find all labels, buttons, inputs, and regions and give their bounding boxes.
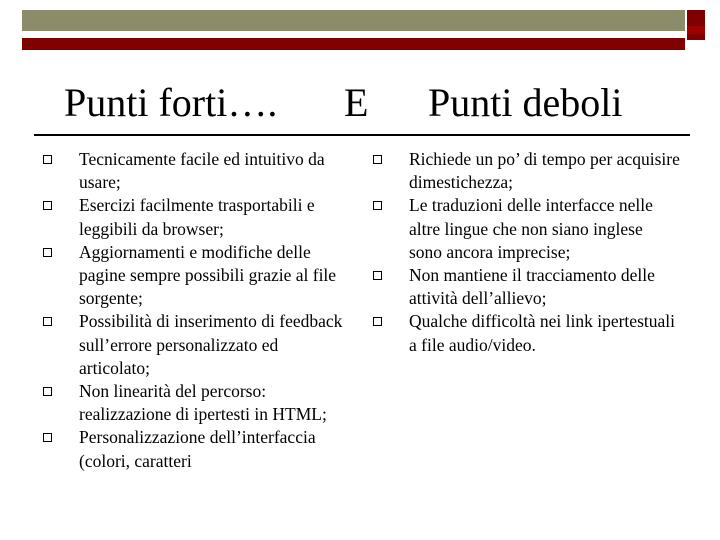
list-item-text: Richiede un po’ di tempo per acquisire dimestichezza; xyxy=(409,149,680,193)
square-bullet-icon xyxy=(43,433,52,442)
list-item-text: Non mantiene il tracciamento delle attività dell’allievo; xyxy=(409,265,655,309)
list-item xyxy=(40,194,350,240)
corner-square-icon xyxy=(687,34,705,40)
list-item xyxy=(370,194,680,264)
strengths-list xyxy=(40,148,350,473)
square-bullet-icon xyxy=(43,155,52,164)
corner-square-icon xyxy=(687,10,705,26)
square-bullet-icon xyxy=(43,201,52,210)
list-item-text: Personalizzazione dell’interfaccia (colori, caratteri xyxy=(79,427,316,471)
square-bullet-icon xyxy=(373,155,382,164)
square-bullet-icon xyxy=(43,317,52,326)
weaknesses-list xyxy=(370,148,680,357)
olive-stripe xyxy=(22,10,685,31)
list-item xyxy=(370,310,680,356)
list-item-text: Aggiornamenti e modifiche delle pagine sempre possibili grazie al file sorgente; xyxy=(79,241,337,309)
list-item-text: Non linearità del percorso: realizzazione di ipertesti in HTML; xyxy=(79,381,327,425)
list-item xyxy=(40,380,350,426)
list-item xyxy=(370,148,680,194)
square-bullet-icon xyxy=(43,248,52,257)
list-item-text: Le traduzioni delle interfacce nelle altre lingue che non siano inglese sono ancora imprecise; xyxy=(409,195,653,262)
red-stripe xyxy=(22,38,685,50)
list-item-text: Esercizi facilmente trasportabili e leggibili da browser; xyxy=(79,195,315,239)
title-weaknesses: Punti deboli xyxy=(428,80,623,125)
corner-square-icon xyxy=(687,26,705,34)
square-bullet-icon xyxy=(373,201,382,210)
square-bullet-icon xyxy=(373,317,382,326)
list-item xyxy=(40,148,350,194)
title-conjunction: E xyxy=(344,80,369,125)
square-bullet-icon xyxy=(43,387,52,396)
title-strengths: Punti forti…. xyxy=(64,80,278,125)
title-divider xyxy=(34,134,690,136)
list-item-text: Tecnicamente facile ed intuitivo da usare; xyxy=(79,149,325,193)
slide-title xyxy=(0,78,720,128)
list-item xyxy=(40,241,350,311)
list-item-text: Qualche difficoltà nei link ipertestuali a file audio/video. xyxy=(409,311,675,355)
list-item xyxy=(40,310,350,380)
list-item xyxy=(370,264,680,310)
square-bullet-icon xyxy=(373,271,382,280)
list-item-text: Possibilità di inserimento di feedback sull’errore personalizzato ed articolato; xyxy=(79,311,343,378)
top-decorative-band xyxy=(22,10,685,40)
list-item xyxy=(40,426,350,472)
